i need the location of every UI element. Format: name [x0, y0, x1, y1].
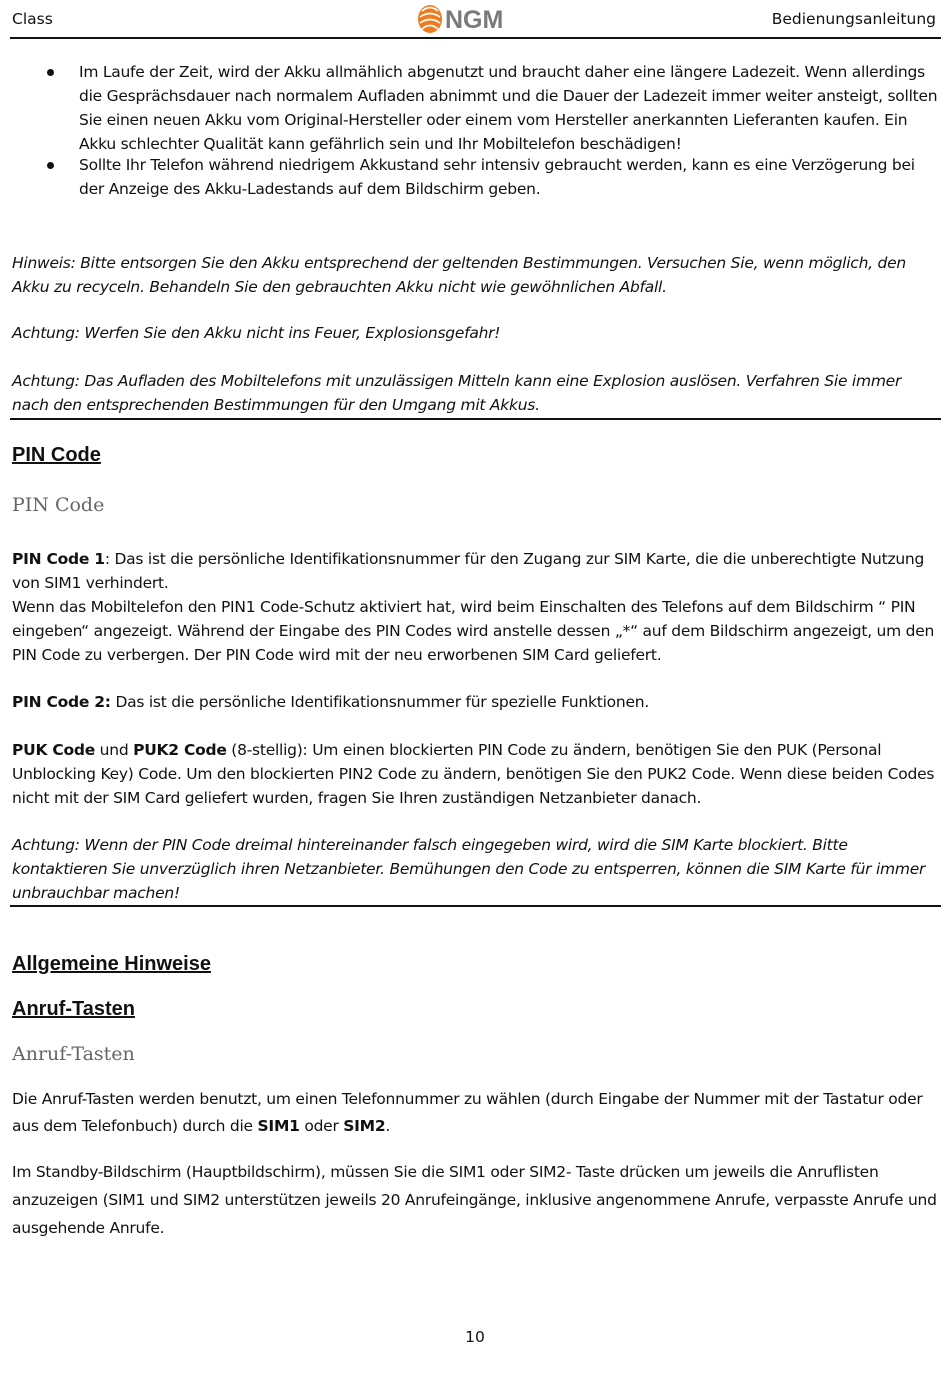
- or-text: oder: [299, 1117, 344, 1135]
- ngm-logo: [416, 2, 526, 36]
- bullet-icon: [47, 69, 54, 76]
- header-rule: [10, 37, 941, 39]
- puk-label: PUK Code: [12, 741, 95, 759]
- call-keys-paragraph-1: [12, 1086, 940, 1140]
- general-heading: Allgemeine Hinweise: [12, 953, 211, 975]
- puk-and: und: [95, 741, 134, 759]
- call-keys-paragraph-2: Im Standby-Bildschirm (Hauptbildschirm), müssen Sie die SIM1 oder SIM2- Taste drücken um jeweils die Anruflisten anzuzeigen (SIM1 und SIM2 unterstützen jeweils 20 Anrufeingänge, inklusive angenommene Anrufe, verpasste Anrufe und ausgehende Anrufe.: [12, 1163, 937, 1237]
- header-left-text: Class: [12, 10, 53, 28]
- battery-bullet-1: Im Laufe der Zeit, wird der Akku allmählich abgenutzt und braucht daher eine längere Ladezeit. Wenn allerdings die Gesprächsdauer nach normalem Aufladen abnimmt und die Dauer der Ladezeit immer weiter ansteigt, sollten Sie einen neuen Akku vom Original-Hersteller oder einem vom Hersteller anerkannten Lieferanten kaufen. Ein Akku schlechter Qualität kann gefährlich sein und Ihr Mobiltelefon beschädigen!: [79, 63, 938, 153]
- section-rule: [10, 905, 941, 907]
- battery-warning-charging: Achtung: Das Aufladen des Mobiltelefons mit unzulässigen Mitteln kann eine Explosion auslösen. Verfahren Sie immer nach den entsprechenden Bestimmungen für den Umgang mit Akkus.: [12, 372, 902, 414]
- puk2-label: PUK2 Code: [133, 741, 227, 759]
- call-keys-heading: Anruf-Tasten: [12, 998, 135, 1020]
- pin2-text: Das ist die persönliche Identifikationsnummer für spezielle Funktionen.: [110, 693, 649, 711]
- logo-swirl-icon: [418, 5, 442, 33]
- pin-subheading: PIN Code: [12, 494, 105, 516]
- puk-text: (8-stellig): Um einen blockierten PIN Code zu ändern, benötigen Sie den PUK (Personal Unblocking Key) Code. Um den blockierten PIN2 Code zu ändern, benötigen Sie den PUK2 Code. Wenn diese beiden Codes nicht mit der SIM Card geliefert wurden, fragen Sie Ihren zuständigen Netzanbieter danach.: [12, 741, 935, 807]
- period: .: [385, 1117, 391, 1135]
- sim2-label: SIM2: [343, 1117, 386, 1135]
- pin1-label: PIN Code 1: [12, 550, 105, 568]
- pin2-paragraph: [12, 690, 940, 714]
- battery-warning-fire: Achtung: Werfen Sie den Akku nicht ins Feuer, Explosionsgefahr!: [12, 324, 501, 342]
- page-number: 10: [465, 1328, 485, 1346]
- pin1-paragraph-2: Wenn das Mobiltelefon den PIN1 Code-Schutz aktiviert hat, wird beim Einschalten des Telefons auf dem Bildschirm “ PIN eingeben“ angezeigt. Während der Eingabe des PIN Codes wird anstelle dessen „*“ auf dem Bildschirm angezeigt, um den PIN Code zu verbergen. Der PIN Code wird mit der neu erworbenen SIM Card geliefert.: [12, 598, 935, 664]
- logo-text: NGM: [445, 6, 504, 34]
- pin1-text: : Das ist die persönliche Identifikationsnummer für den Zugang zur SIM Karte, die die unberechtigte Nutzung von SIM1 verhindert.: [12, 550, 925, 592]
- bullet-icon: [47, 162, 54, 169]
- call-keys-subheading: Anruf-Tasten: [12, 1043, 135, 1065]
- pin-warning: Achtung: Wenn der PIN Code dreimal hintereinander falsch eingegeben wird, wird die SIM Karte blockiert. Bitte kontaktieren Sie unverzüglich ihren Netzanbieter. Bemühungen den Code zu entsperren, können die SIM Karte für immer unbrauchbar machen!: [12, 836, 926, 902]
- battery-bullet-2: Sollte Ihr Telefon während niedrigem Akkustand sehr intensiv gebraucht werden, kann es eine Verzögerung bei der Anzeige des Akku-Ladestands auf dem Bildschirm geben.: [79, 156, 915, 198]
- sim1-label: SIM1: [257, 1117, 300, 1135]
- section-rule: [10, 418, 941, 420]
- call-keys-text: Die Anruf-Tasten werden benutzt, um einen Telefonnummer zu wählen (durch Eingabe der Nummer mit der Tastatur oder aus dem Telefonbuch) durch die: [12, 1090, 923, 1135]
- pin-heading: PIN Code: [12, 444, 101, 466]
- header-right-text: Bedienungsanleitung: [771, 10, 936, 28]
- pin1-paragraph: [12, 547, 940, 595]
- pin2-label: PIN Code 2:: [12, 693, 111, 711]
- battery-note: Hinweis: Bitte entsorgen Sie den Akku entsprechend der geltenden Bestimmungen. Versuchen Sie, wenn möglich, den Akku zu recyceln. Behandeln Sie den gebrauchten Akku nicht wie gewöhnlichen Abfall.: [12, 254, 906, 296]
- puk-paragraph: [12, 738, 940, 810]
